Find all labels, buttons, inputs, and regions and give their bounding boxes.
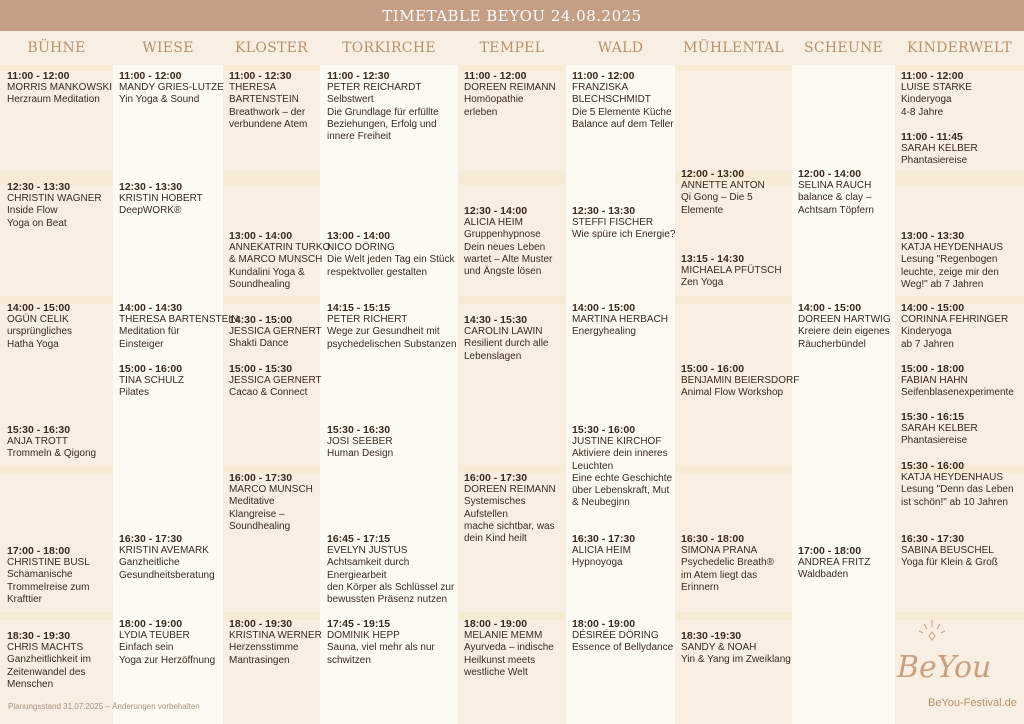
entry-person: OGÜN CELIK xyxy=(7,314,69,326)
entry-description: Meditative xyxy=(229,496,275,508)
entry-description: Kinderyoga xyxy=(901,94,952,106)
entry-time: 14:00 - 15:00 xyxy=(901,302,965,314)
entry-description: Seifenblasenexperimente xyxy=(901,387,1014,399)
schedule-entry xyxy=(798,168,874,217)
entry-description: Selbstwert xyxy=(327,94,374,106)
entry-description: wartet – Alte Muster xyxy=(464,253,553,265)
page-title: TIMETABLE BEYOU 24.08.2025 xyxy=(382,6,642,25)
entry-time: 13:00 - 14:00 xyxy=(327,230,391,242)
schedule-entry xyxy=(681,168,765,217)
entry-description: Dein neues Leben xyxy=(464,241,546,253)
entry-time: 15:30 - 16:30 xyxy=(327,424,391,436)
entry-description: Inside Flow xyxy=(7,205,58,217)
schedule-entry xyxy=(7,181,102,230)
entry-description: Essence of Bellydance xyxy=(572,642,674,654)
schedule-entry xyxy=(229,472,313,533)
entry-person: NICO DÖRING xyxy=(327,242,395,254)
entry-description: Balance auf dem Teller xyxy=(572,118,674,130)
entry-person: DOMINIK HEPP xyxy=(327,630,400,642)
entry-time: 18:30 -19:30 xyxy=(681,630,742,642)
schedule-entry xyxy=(229,70,307,131)
entry-description: Heilkunst meets xyxy=(464,654,536,666)
entry-person: TINA SCHULZ xyxy=(119,375,185,387)
entry-person: THERESA BARTENSTEIN xyxy=(119,314,239,326)
entry-description: Elemente xyxy=(681,204,724,216)
entry-description: Lesung "Denn das Leben xyxy=(901,484,1014,496)
entry-description: Herzraum Meditation xyxy=(7,94,100,106)
entry-person: JUSTINE KIRCHOF xyxy=(572,436,662,448)
entry-description: Kinderyoga xyxy=(901,326,952,338)
entry-time: 15:00 - 16:00 xyxy=(681,363,745,375)
entry-person: ANJA TROTT xyxy=(7,436,68,448)
entry-time: 14:00 - 15:00 xyxy=(798,302,862,314)
entry-description: Die Welt jeden Tag ein Stück xyxy=(327,254,455,266)
entry-description: DeepWORK® xyxy=(119,205,182,217)
entry-person: DOREEN HARTWIG xyxy=(798,314,891,326)
entry-description: ist schön!" ab 10 Jahren xyxy=(901,496,1008,508)
entry-description: Ganzheitlichkeit im xyxy=(7,654,91,666)
entry-description: Yoga on Beat xyxy=(7,217,67,229)
entry-person: JOSI SEEBER xyxy=(327,436,393,448)
entry-description: Ganzheitliche xyxy=(119,557,180,569)
entry-description: Die 5 Elemente Küche xyxy=(572,106,672,118)
entry-description: Hypnoyoga xyxy=(572,557,623,569)
entry-description: Trommelreise zum xyxy=(7,581,90,593)
entry-person: MELANIE MEMM xyxy=(464,630,543,642)
schedule-entry xyxy=(798,545,870,582)
schedule-entry xyxy=(572,533,635,570)
entry-description: Yoga zur Herzöffnung xyxy=(119,654,216,666)
entry-person: SELINA RAUCH xyxy=(798,180,872,192)
schedule-entry xyxy=(119,302,238,351)
entry-description: Homöopathie xyxy=(464,94,524,106)
schedule-entry xyxy=(681,363,799,400)
entry-description: Beziehungen, Erfolg und xyxy=(327,118,437,130)
entry-time: 12:30 - 13:30 xyxy=(7,181,71,193)
entry-description: Achtsamkeit durch xyxy=(327,557,410,569)
entry-person: DOREEN REIMANN xyxy=(464,484,556,496)
entry-description: Trommeln & Qigong xyxy=(7,448,97,460)
entry-person: KRISTIN AVEMARK xyxy=(119,545,209,557)
entry-person: EVELYN JUSTUS xyxy=(327,545,408,557)
entry-time: 11:00 - 12:00 xyxy=(901,70,964,82)
entry-description: Aufstellen xyxy=(464,508,508,520)
entry-person: LUISE STARKE xyxy=(901,82,972,94)
schedule-entry xyxy=(7,70,112,107)
entry-time: 14:30 - 15:30 xyxy=(464,314,528,326)
entry-person: FRANZISKA xyxy=(572,82,629,94)
logo-word: BeYou xyxy=(897,650,992,685)
schedule-entry xyxy=(464,70,556,119)
entry-person: CAROLIN LAWIN xyxy=(464,326,543,338)
entry-time: 18:00 - 19:00 xyxy=(464,618,528,630)
schedule-entry xyxy=(572,424,672,509)
column-header: WIESE xyxy=(142,40,194,56)
schedule-entry xyxy=(798,302,891,351)
schedule-entry xyxy=(901,70,972,119)
entry-description: Einsteiger xyxy=(119,338,164,350)
entry-time: 13:15 - 14:30 xyxy=(681,253,745,265)
entry-time: 12:00 - 13:00 xyxy=(681,168,745,180)
entry-person: MARCO MUNSCH xyxy=(229,484,313,496)
entry-time: 16:00 - 17:30 xyxy=(464,472,528,484)
column-header: KINDERWELT xyxy=(906,40,1013,56)
schedule-entry xyxy=(119,363,184,400)
entry-description: Zeitenwandel des xyxy=(7,666,86,678)
entry-description: Meditation für xyxy=(119,326,180,338)
title-bar xyxy=(0,0,1024,31)
entry-time: 11:00 - 12:30 xyxy=(327,70,390,82)
entry-description: Qi Gong – Die 5 xyxy=(681,192,753,204)
entry-person: ANDREA FRITZ xyxy=(798,557,871,569)
entry-time: 11:00 - 11:45 xyxy=(901,131,963,143)
entry-description: erleben xyxy=(464,106,498,118)
entry-time: 17:00 - 18:00 xyxy=(798,545,862,557)
entry-description: Ayurveda – indische xyxy=(464,642,554,654)
entry-description: Kundalini Yoga & xyxy=(229,266,305,278)
entry-time: 15:30 - 16:00 xyxy=(572,424,636,436)
schedule-entry xyxy=(119,70,224,107)
entry-person: PETER REICHARDT xyxy=(327,82,422,94)
entry-description: Die Grundlage für erfüllte xyxy=(327,106,439,118)
schedule-entry xyxy=(464,205,552,278)
schedule-entry xyxy=(572,70,674,131)
entry-description: Phantasiereise xyxy=(901,435,968,447)
schedule-entry xyxy=(229,618,322,667)
schedule-entry xyxy=(7,545,90,606)
entry-description: Cacao & Connect xyxy=(229,387,308,399)
entry-time: 15:30 - 16:00 xyxy=(901,460,965,472)
entry-description: Kreiere dein eigenes xyxy=(798,326,890,338)
entry-person: CHRISTIN WAGNER xyxy=(7,193,102,205)
entry-person: MARTINA HERBACH xyxy=(572,314,668,326)
entry-time: 11:00 - 12:30 xyxy=(229,70,292,82)
schedule-entry xyxy=(119,618,215,667)
entry-person: ALICIA HEIM xyxy=(572,545,631,557)
entry-time: 13:00 - 14:00 xyxy=(229,230,293,242)
column-header: KLOSTER xyxy=(234,40,309,56)
column-header: BÜHNE xyxy=(27,40,86,56)
entry-time: 12:30 - 13:30 xyxy=(119,181,183,193)
entry-description: Breathwork – der xyxy=(229,106,306,118)
entry-time: 14:00 - 15:00 xyxy=(572,302,636,314)
schedule-entry xyxy=(119,533,215,582)
column-header: TEMPEL xyxy=(479,40,545,56)
entry-description: leuchte, zeige mir den xyxy=(901,266,999,278)
entry-description: Wie spüre ich Energie? xyxy=(572,229,676,241)
entry-person: BENJAMIN BEIERSDORF xyxy=(681,375,800,387)
entry-person: SIMONA PRANA xyxy=(681,545,758,557)
entry-description: respektvoller gestalten xyxy=(327,266,428,278)
schedule-entry xyxy=(464,472,556,545)
schedule-entry xyxy=(681,253,782,290)
entry-description: Aktiviere dein inneres xyxy=(572,448,668,460)
entry-person: CHRISTINE BUSL xyxy=(7,557,90,569)
entry-person: KRISTIN HOBERT xyxy=(119,193,203,205)
schedule-entry xyxy=(572,302,668,339)
entry-description: BLECHSCHMIDT xyxy=(572,94,651,106)
schedule-entry xyxy=(901,363,1014,400)
entry-description: Yin & Yang im Zweiklang xyxy=(681,654,791,666)
entry-description: den Körper als Schlüssel zur xyxy=(327,581,455,593)
entry-time: 15:30 - 16:30 xyxy=(7,424,71,436)
schedule-entry xyxy=(327,533,454,606)
entry-time: 15:30 - 16:15 xyxy=(901,411,965,423)
entry-time: 18:00 - 19:00 xyxy=(572,618,636,630)
entry-time: 15:00 - 16:00 xyxy=(119,363,183,375)
entry-description: BARTENSTEIN xyxy=(229,94,299,106)
entry-description: Soundhealing xyxy=(229,520,291,532)
entry-description: mache sichtbar, was xyxy=(464,520,555,532)
entry-person: KRISTINA WERNER xyxy=(229,630,322,642)
entry-person: MICHAELA PFÜTSCH xyxy=(681,265,782,277)
entry-description: Pilates xyxy=(119,387,150,399)
column-header: MÜHLENTAL xyxy=(683,40,784,56)
schedule-entry xyxy=(572,618,673,655)
entry-description: & Neubeginn xyxy=(572,497,630,509)
entry-description: Waldbaden xyxy=(798,569,849,581)
entry-description: Phantasiereise xyxy=(901,155,968,167)
entry-description: schwitzen xyxy=(327,654,371,666)
entry-person: MANDY GRIES-LUTZE xyxy=(119,82,224,94)
entry-person: ANNETTE ANTON xyxy=(681,180,765,192)
entry-person: MORRIS MANKOWSKI xyxy=(7,82,113,94)
column-header: WALD xyxy=(597,40,644,56)
entry-description: Resilient durch alle xyxy=(464,338,549,350)
entry-person: CHRIS MACHTS xyxy=(7,642,84,654)
entry-time: 11:00 - 12:00 xyxy=(119,70,182,82)
entry-description: über Lebenskraft, Mut xyxy=(572,485,670,497)
entry-time: 11:00 - 12:00 xyxy=(464,70,527,82)
column-header: TORKIRCHE xyxy=(342,40,436,56)
entry-description: Zen Yoga xyxy=(681,277,724,289)
entry-description: Klangreise – xyxy=(229,508,285,520)
schedule-entry xyxy=(901,230,1003,291)
entry-description: psychedelischen Substanzen xyxy=(327,338,457,350)
entry-description: Yin Yoga & Sound xyxy=(119,94,200,106)
schedule-entry xyxy=(229,230,330,291)
entry-time: 15:00 - 18:00 xyxy=(901,363,965,375)
entry-time: 12:30 - 13:30 xyxy=(572,205,636,217)
schedule-entry xyxy=(119,181,203,218)
entry-description: Human Design xyxy=(327,448,394,460)
entry-time: 11:00 - 12:00 xyxy=(572,70,635,82)
entry-description: Sauna, viel mehr als nur xyxy=(327,642,435,654)
entry-description: Weg!" ab 7 Jahren xyxy=(901,278,984,290)
entry-person: ALICIA HEIM xyxy=(464,217,523,229)
schedule-entry xyxy=(327,230,454,279)
entry-time: 18:30 - 19:30 xyxy=(7,630,71,642)
entry-time: 18:00 - 19:00 xyxy=(119,618,183,630)
entry-person: PETER RICHERT xyxy=(327,314,408,326)
entry-description: Hatha Yoga xyxy=(7,338,59,350)
entry-time: 16:30 - 17:30 xyxy=(901,533,965,545)
entry-person: SARAH KELBER xyxy=(901,143,978,155)
schedule-entry xyxy=(901,460,1014,509)
entry-time: 14:30 - 15:00 xyxy=(229,314,293,326)
entry-time: 14:15 - 15:15 xyxy=(327,302,391,314)
entry-time: 17:00 - 18:00 xyxy=(7,545,71,557)
schedule-entry xyxy=(229,314,322,351)
entry-description: Systemisches xyxy=(464,496,526,508)
entry-time: 16:30 - 17:30 xyxy=(119,533,183,545)
entry-time: 16:30 - 17:30 xyxy=(572,533,636,545)
schedule-entry xyxy=(327,424,393,461)
entry-description: Menschen xyxy=(7,678,54,690)
entry-description: dein Kind heilt xyxy=(464,533,527,545)
entry-person: STEFFI FISCHER xyxy=(572,217,654,229)
entry-description: Eine echte Geschichte xyxy=(572,472,673,484)
schedule-entry xyxy=(327,70,439,143)
schedule-entry xyxy=(901,411,978,448)
entry-person: CORINNA FEHRINGER xyxy=(901,314,1009,326)
schedule-entry xyxy=(7,302,72,351)
schedule-entry xyxy=(7,630,91,691)
entry-description: Energyhealing xyxy=(572,326,636,338)
entry-person: JESSICA GERNERT xyxy=(229,326,322,338)
entry-description: Animal Flow Workshop xyxy=(681,387,784,399)
entry-description: Energiearbeit xyxy=(327,569,387,581)
entry-description: Herzensstimme xyxy=(229,642,299,654)
entry-person: DOREEN REIMANN xyxy=(464,82,556,94)
schedule-entry xyxy=(464,314,549,363)
entry-person: SARAH KELBER xyxy=(901,423,978,435)
entry-description: Schamanische xyxy=(7,569,73,581)
entry-time: 13:00 - 13:30 xyxy=(901,230,965,242)
entry-time: 12:00 - 14:00 xyxy=(798,168,862,180)
entry-time: 16:00 - 17:30 xyxy=(229,472,293,484)
entry-person: KATJA HEYDENHAUS xyxy=(901,242,1004,254)
entry-description: Mantrasingen xyxy=(229,654,290,666)
schedule-entry xyxy=(901,533,998,570)
entry-person: JESSICA GERNERT xyxy=(229,375,322,387)
schedule-entry xyxy=(901,131,978,168)
entry-description: im Atem liegt das xyxy=(681,569,758,581)
entry-person: DÉSIRÉE DÖRING xyxy=(572,630,659,642)
entry-description: bewussten Präsenz nutzen xyxy=(327,594,448,606)
entry-description: Wege zur Gesundheit mit xyxy=(327,326,440,338)
entry-description: Lesung "Regenbogen xyxy=(901,254,998,266)
entry-time: 18:00 - 19:30 xyxy=(229,618,293,630)
column-header: SCHEUNE xyxy=(803,40,884,56)
entry-description: Gruppenhypnose xyxy=(464,229,541,241)
entry-time: 17:45 - 19:15 xyxy=(327,618,391,630)
entry-time: 16:45 - 17:15 xyxy=(327,533,391,545)
entry-time: 14:00 - 14:30 xyxy=(119,302,183,314)
entry-description: ursprüngliches xyxy=(7,326,73,338)
entry-person: FABIAN HAHN xyxy=(901,375,968,387)
entry-description: Shakti Dance xyxy=(229,338,289,350)
entry-time: 16:30 - 18:00 xyxy=(681,533,745,545)
entry-description: Einfach sein xyxy=(119,642,174,654)
schedule-entry xyxy=(7,424,96,461)
entry-description: ab 7 Jahren xyxy=(901,338,954,350)
entry-person: KATJA HEYDENHAUS xyxy=(901,472,1004,484)
entry-description: Leuchten xyxy=(572,460,614,472)
schedule-entry xyxy=(327,302,457,351)
entry-description: Achtsam Töpfern xyxy=(798,204,874,216)
entry-time: 15:00 - 15:30 xyxy=(229,363,293,375)
entry-person: SABINA BEUSCHEL xyxy=(901,545,994,557)
entry-person: LYDIA TEUBER xyxy=(119,630,190,642)
entry-person: ANNEKATRIN TURKO xyxy=(229,242,331,254)
schedule-entry xyxy=(572,205,675,242)
schedule-entry xyxy=(229,363,322,400)
schedule-entry xyxy=(681,533,774,594)
entry-description: Räucherbündel xyxy=(798,338,866,350)
entry-description: Soundhealing xyxy=(229,278,291,290)
schedule-entry xyxy=(464,618,554,679)
entry-person: THERESA xyxy=(229,82,277,94)
entry-person: SANDY & NOAH xyxy=(681,642,757,654)
entry-time: 14:00 - 15:00 xyxy=(7,302,71,314)
entry-description: Gesundheitsberatung xyxy=(119,569,215,581)
entry-description: innere Freiheit xyxy=(327,131,391,143)
entry-description: 4-8 Jahre xyxy=(901,106,944,118)
logo-url: BeYou-Festival.de xyxy=(928,697,1017,709)
entry-description: balance & clay – xyxy=(798,192,872,204)
entry-description: Lebenslagen xyxy=(464,350,522,362)
entry-description: verbundene Atem xyxy=(229,118,308,130)
entry-time: 12:30 - 14:00 xyxy=(464,205,528,217)
column-bg xyxy=(792,65,895,724)
schedule-entry xyxy=(681,630,791,667)
entry-description: Yoga für Klein & Groß xyxy=(901,557,998,569)
entry-description: Psychedelic Breath® xyxy=(681,557,774,569)
footnote: Planungsstand 31.07.2025 – Änderungen vorbehalten xyxy=(8,702,200,711)
entry-description: Krafttier xyxy=(7,593,43,605)
schedule-entry xyxy=(327,618,435,667)
entry-description: westliche Welt xyxy=(464,666,528,678)
entry-time: 11:00 - 12:00 xyxy=(7,70,70,82)
entry-description: & MARCO MUNSCH xyxy=(229,254,323,266)
entry-description: und Ängste lösen xyxy=(464,266,542,278)
entry-description: Erinnern xyxy=(681,581,719,593)
schedule-entry xyxy=(901,302,1008,351)
